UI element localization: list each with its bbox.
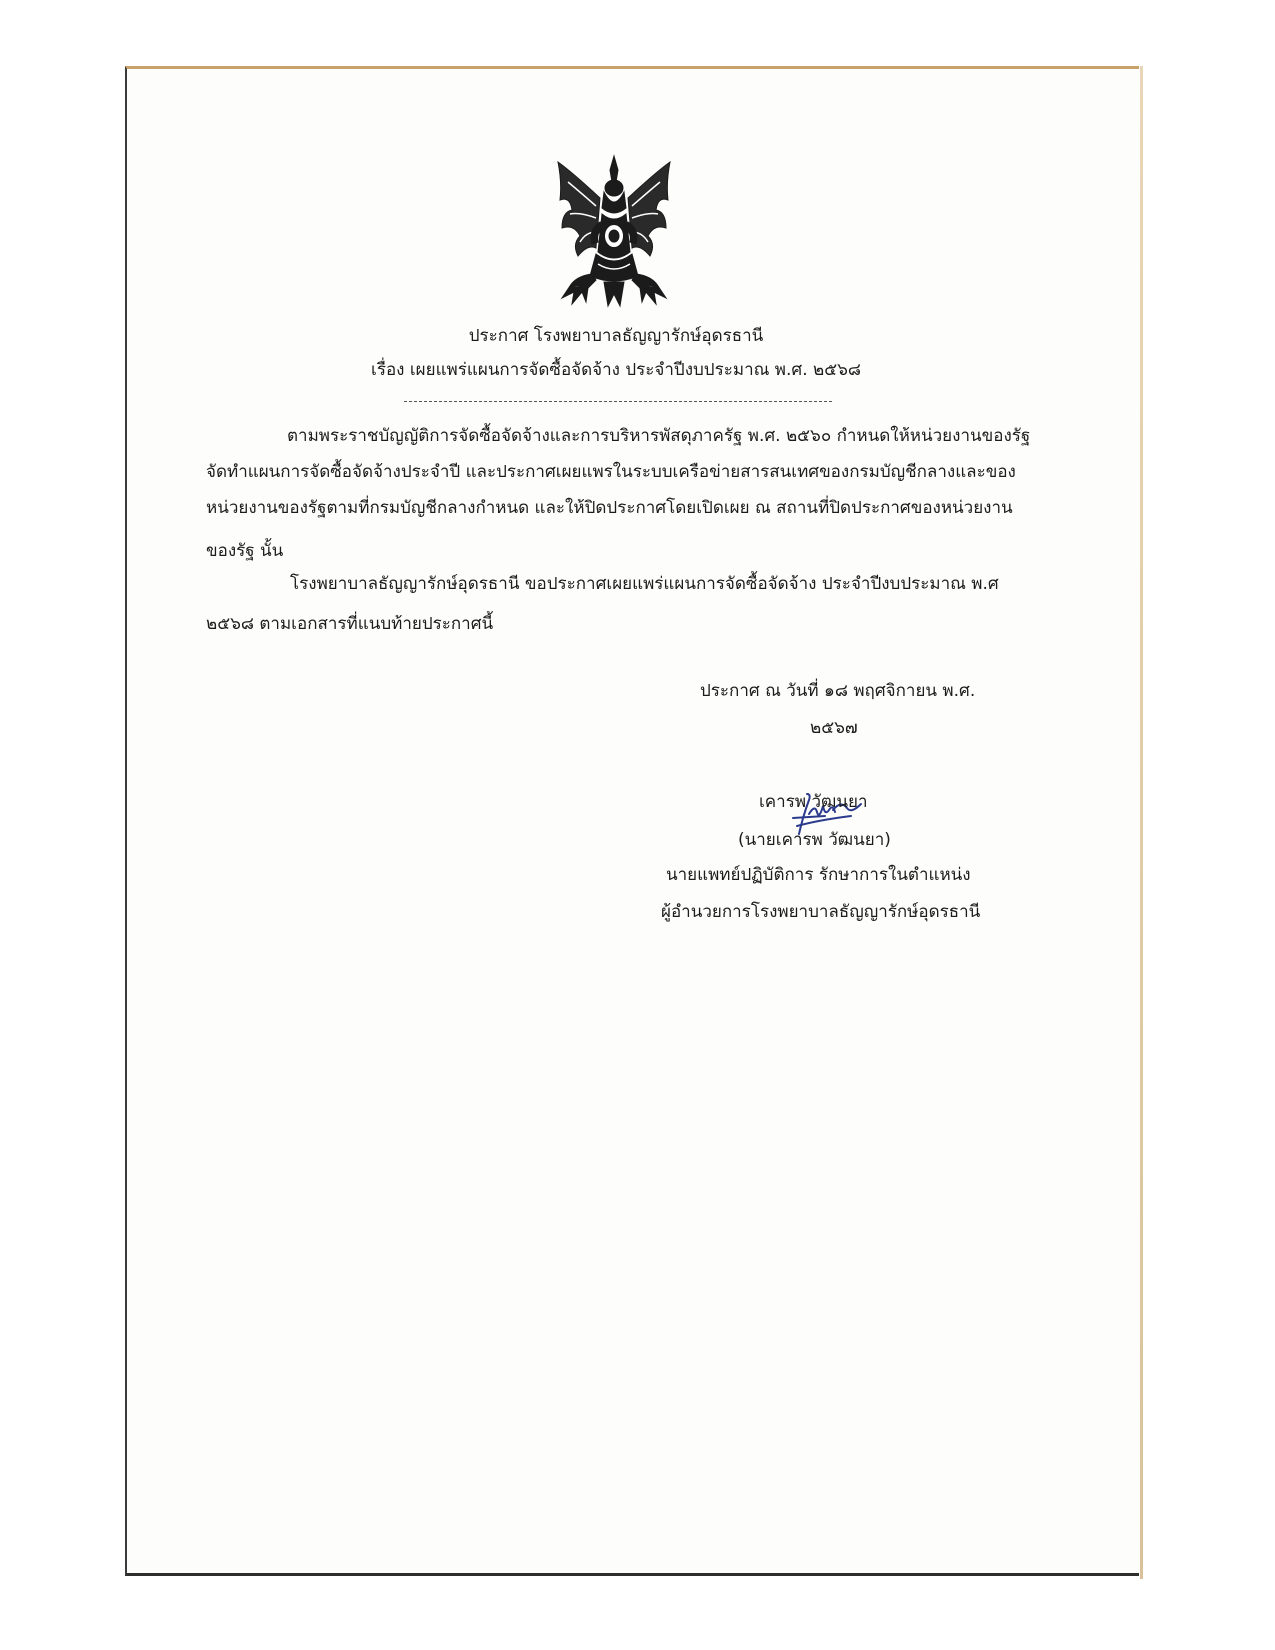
garuda-emblem-icon	[552, 152, 676, 312]
paragraph-1-line-4: ของรัฐ นั้น	[206, 541, 284, 561]
announcement-title: ประกาศ โรงพยาบาลธัญญารักษ์อุดรธานี	[468, 326, 764, 346]
announcement-subject: เรื่อง เผยแพร่แผนการจัดซื้อจัดจ้าง ประจำปีงบประมาณ พ.ศ. ๒๕๖๘	[371, 360, 861, 380]
paragraph-2-line-1: โรงพยาบาลธัญญารักษ์อุดรธานี ขอประกาศเผยแพร่แผนการจัดซื้อจัดจ้าง ประจำปีงบประมาณ พ.ศ	[290, 574, 999, 594]
paragraph-1-line-3: หน่วยงานของรัฐตามที่กรมบัญชีกลางกำหนด และให้ปิดประกาศโดยเปิดเผย ณ สถานที่ปิดประกาศของหน่วยงาน	[206, 498, 1013, 518]
signer-full-name: (นายเคารพ วัฒนยา)	[738, 830, 891, 850]
paragraph-1-line-1: ตามพระราชบัญญัติการจัดซื้อจัดจ้างและการบริหารพัสดุภาครัฐ พ.ศ. ๒๕๖๐ กำหนดให้หน่วยงานของรัฐ	[287, 426, 1031, 446]
signer-title: ผู้อำนวยการโรงพยาบาลธัญญารักษ์อุดรธานี	[661, 902, 981, 922]
signer-position: นายแพทย์ปฏิบัติการ รักษาการในตำแหน่ง	[666, 865, 971, 885]
separator-line	[404, 401, 832, 402]
signer-name: เคารพ วัฒนยา	[759, 792, 868, 812]
paragraph-1-line-2: จัดทำแผนการจัดซื้อจัดจ้างประจำปี และประกาศเผยแพรในระบบเครือข่ายสารสนเทศของกรมบัญชีกลางและของ	[206, 462, 1016, 482]
paragraph-2-line-2: ๒๕๖๘ ตามเอกสารที่แนบท้ายประกาศนี้	[206, 614, 494, 634]
announcement-date: ประกาศ ณ วันที่ ๑๘ พฤศจิกายน พ.ศ.	[700, 681, 976, 701]
announcement-year: ๒๕๖๗	[810, 718, 858, 738]
